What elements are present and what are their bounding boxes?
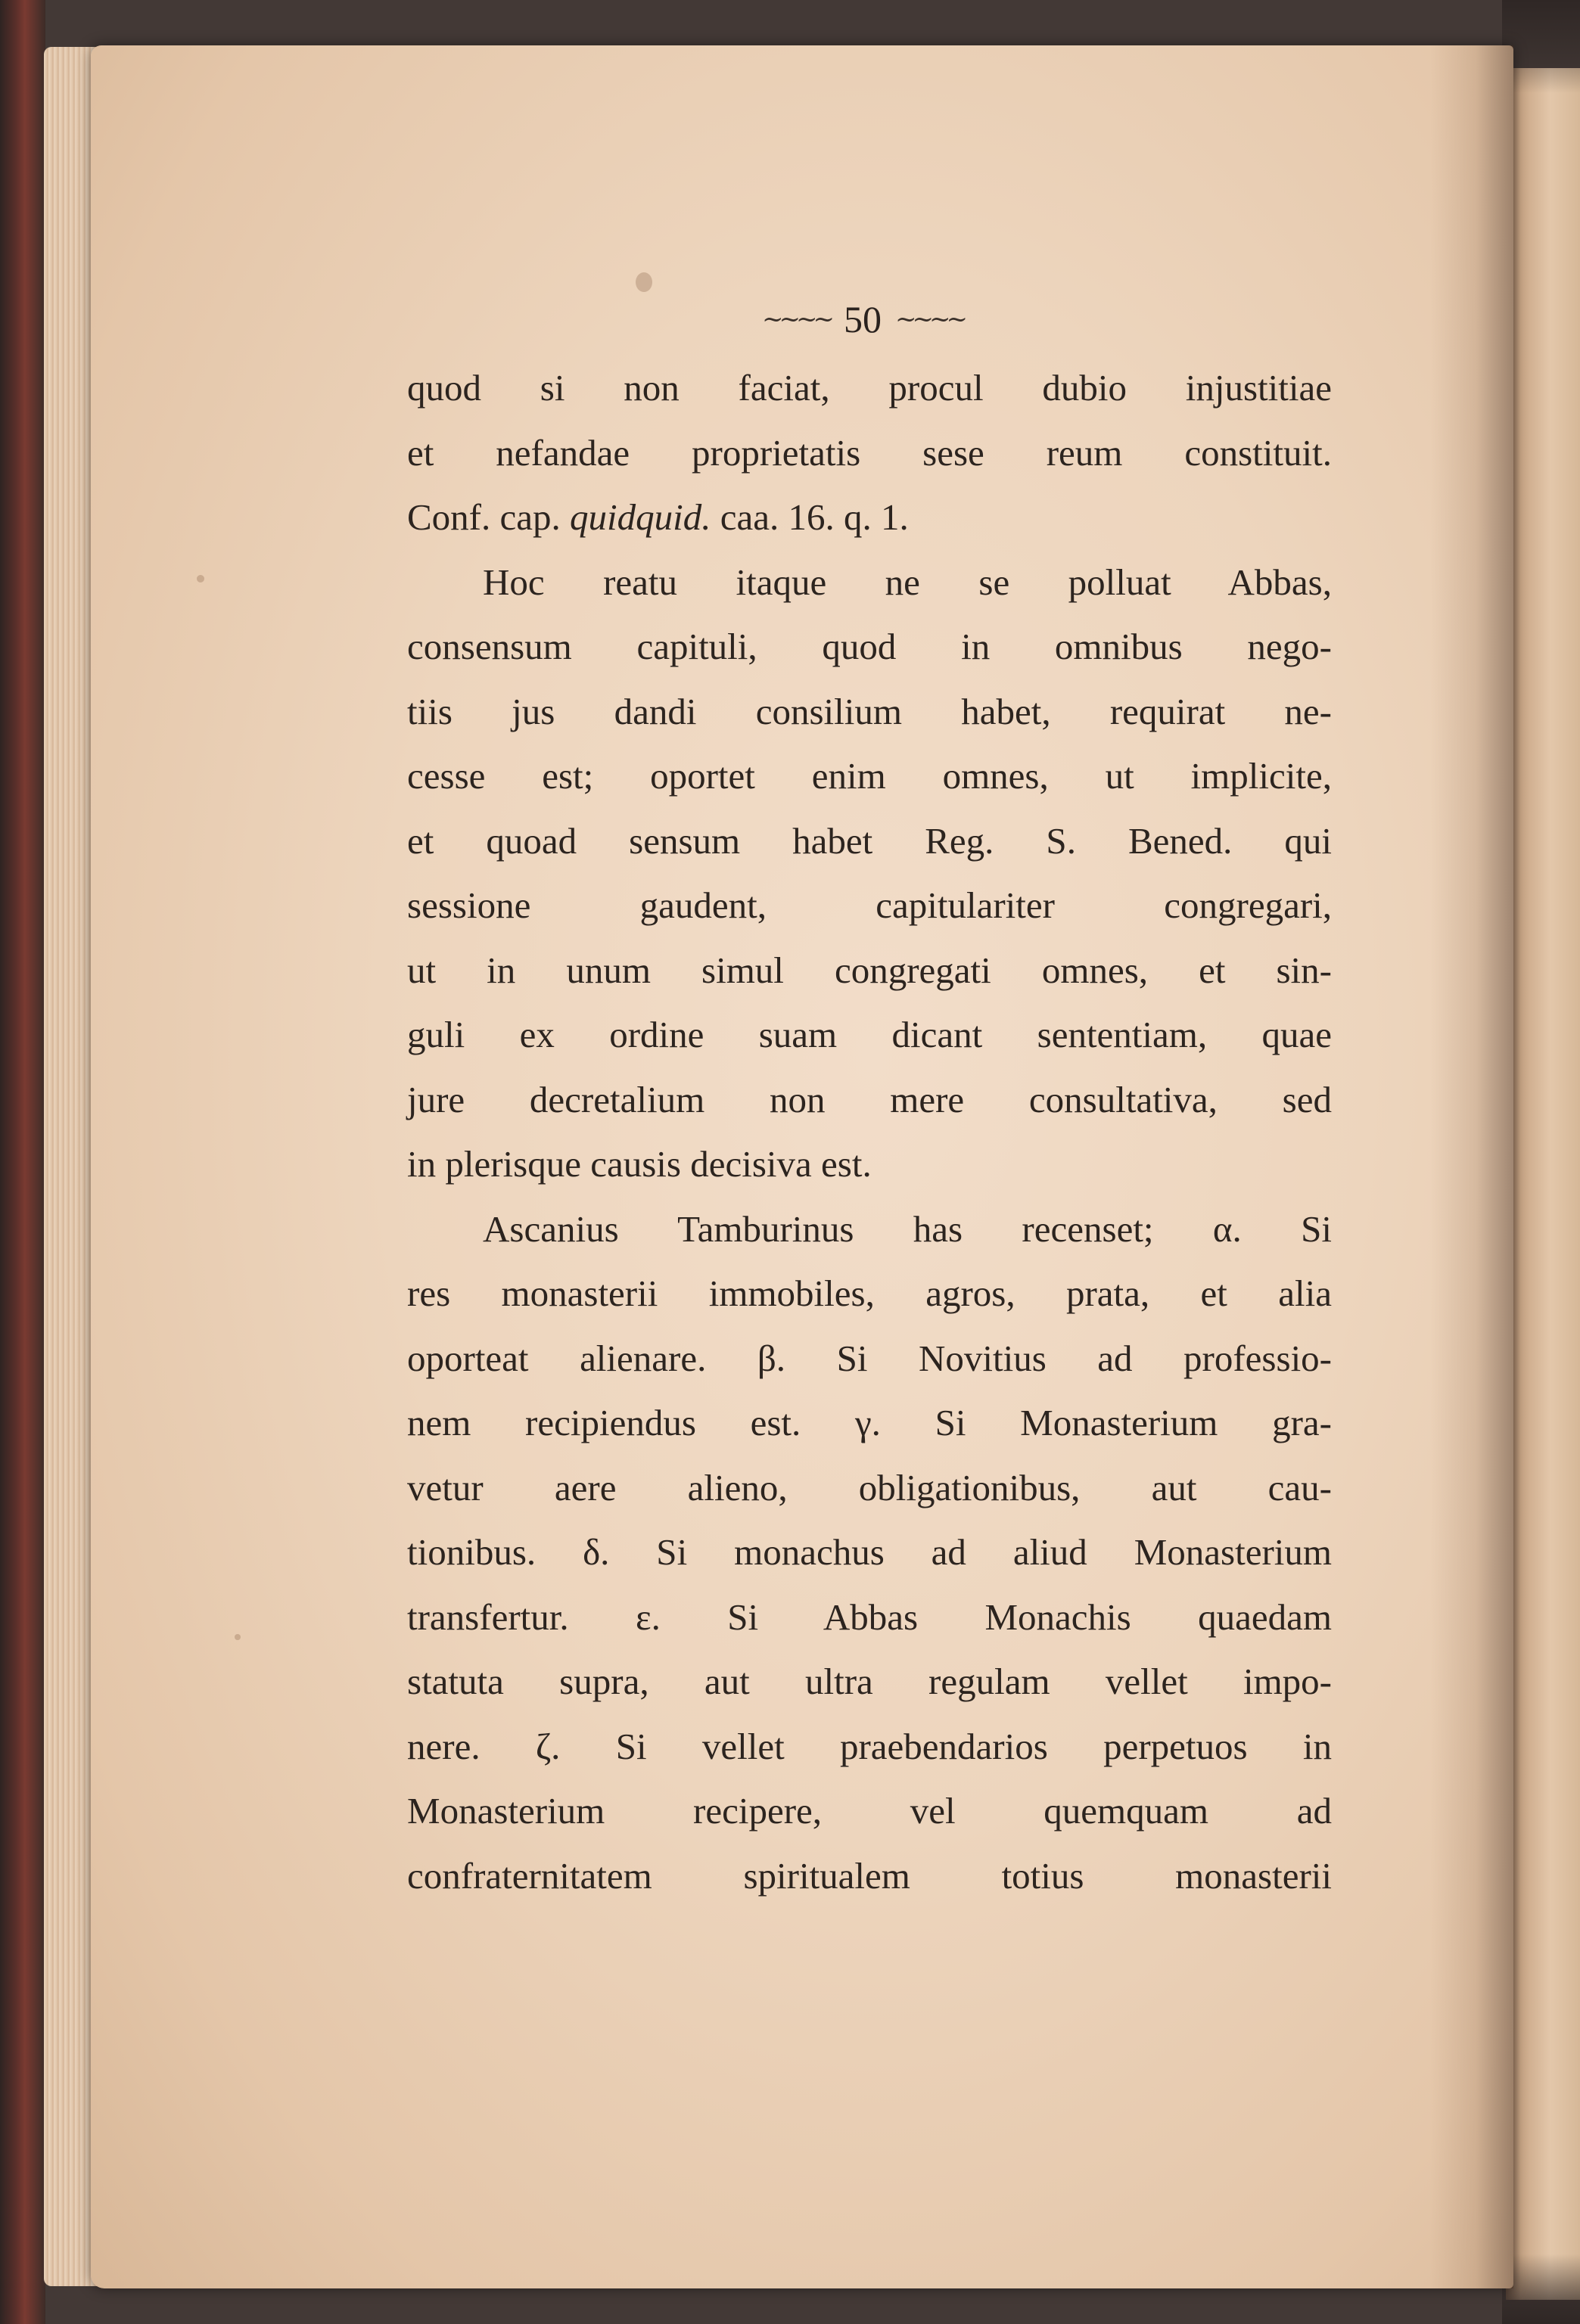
ink-spot — [636, 272, 652, 292]
text-line: oporteat alienare. β. Si Novitius ad professio- — [407, 1337, 1332, 1379]
text-line: ut in unum simul congregati omnes, et sin- — [407, 949, 1332, 991]
text-line: quod si non faciat, procul dubio injustitiae — [407, 367, 1332, 409]
text-line: tiis jus dandi consilium habet, requirat ne- — [407, 690, 1332, 732]
text-line: tionibus. δ. Si monachus ad aliud Monasterium — [407, 1531, 1332, 1573]
body-text — [407, 356, 1332, 1908]
text-line: vetur aere alieno, obligationibus, aut cau- — [407, 1466, 1332, 1508]
text-line: confraternitatem spiritualem totius monasterii — [407, 1854, 1332, 1897]
paragraph-first-line: Ascanius Tamburinus has recenset; α. Si — [483, 1207, 1332, 1250]
text-line: Monasterium recipere, vel quemquam ad — [407, 1790, 1332, 1832]
text-segment: caa. 16. q. 1. — [711, 496, 909, 538]
book-binding — [0, 0, 45, 2324]
ornament-left: ~~~~ — [762, 304, 830, 334]
facing-page-shadow — [1502, 0, 1580, 2324]
text-line: sessione gaudent, capitulariter congregari, — [407, 884, 1332, 926]
page-gutter-shadow — [1430, 45, 1513, 2288]
text-line: in plerisque causis decisiva est. — [407, 1143, 872, 1185]
text-line: cesse est; oportet enim omnes, ut implicite, — [407, 755, 1332, 797]
page-number: 50 — [844, 298, 882, 340]
text-line — [407, 485, 1332, 550]
text-line: transfertur. ε. Si Abbas Monachis quaedam — [407, 1595, 1332, 1638]
ornament-right: ~~~~ — [895, 304, 963, 334]
text-line: consensum capituli, quod in omnibus nego- — [407, 626, 1332, 667]
stain-spot — [197, 575, 204, 583]
paragraph-first-line: Hoc reatu itaque ne se polluat Abbas, — [483, 561, 1332, 603]
running-head — [711, 297, 1014, 342]
italic-citation: quidquid. — [570, 496, 711, 538]
text-line: et nefandae proprietatis sese reum constituit. — [407, 431, 1332, 474]
text-line: nere. ζ. Si vellet praebendarios perpetuos in — [407, 1725, 1332, 1767]
text-line: et quoad sensum habet Reg. S. Bened. qui — [407, 819, 1332, 862]
text-line: guli ex ordine suam dicant sententiam, quae — [407, 1014, 1332, 1055]
text-line: jure decretalium non mere consultativa, sed — [407, 1078, 1332, 1120]
text-line: statuta supra, aut ultra regulam vellet impo- — [407, 1661, 1332, 1702]
text-line: res monasterii immobiles, agros, prata, et alia — [407, 1272, 1332, 1314]
stain-spot — [235, 1634, 241, 1640]
text-line: nem recipiendus est. γ. Si Monasterium gra- — [407, 1402, 1332, 1443]
text-segment: Conf. cap. — [407, 496, 570, 538]
